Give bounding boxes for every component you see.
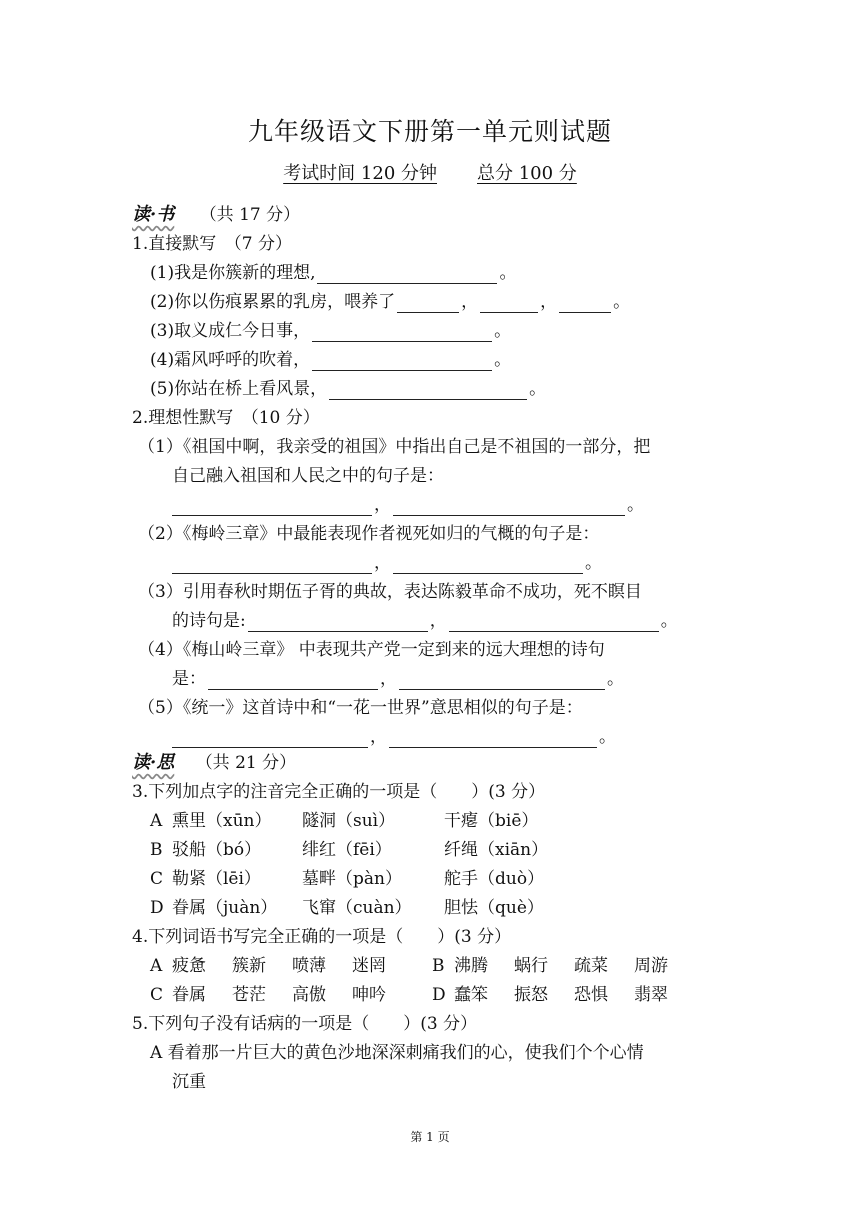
q1-item-3: (3)取义成仁今日事， 。 [150,321,512,341]
q3-option-d: D 眷属（juàn） 飞窜（cuàn） 胆怯（què） [150,898,544,918]
total-score: 总分 100 分 [477,163,577,184]
q2-item-5: （5）《统一》这首诗中和“一花一世界”意思相似的句子是： [138,698,583,718]
section-points: （共 21 分） [195,753,297,773]
page-number: 第 1 页 [410,1130,450,1144]
q1-item-5: (5)你站在桥上看风景， 。 [150,379,547,399]
q3-option-a: A 熏里（xūn） 隧洞（suì） 干瘪（biē） [150,811,539,831]
q1-item-2: (2)你以伤痕累累的乳房，喂养了 ， ， 。 [150,292,631,312]
q2-answer-5: ， 。 [170,726,616,748]
q2-item-1-cont: 自己融入祖国和人民之中的句子是： [172,466,444,486]
q3-option-b: B 驳船（bó） 绯红（fēi） 纤绳（xiān） [150,840,549,860]
q2-item-3-cont: 的诗句是: ， 。 [172,611,678,631]
question-3-heading: 3.下列加点字的注音完全正确的一项是（ ）(3 分） [132,782,546,802]
exam-info [0,159,860,185]
q2-item-1: （1）《祖国中啊，我亲受的祖国》中指出自己是不祖国的一部分，把 [138,437,651,457]
section-points: （共 17 分） [199,205,301,225]
q3-option-c: C 勒紧（lēi） 墓畔（pàn） 舵手（duò） [150,869,545,889]
q2-item-2: （2）《梅岭三章》中最能表现作者视死如归的气概的句子是： [138,524,600,544]
q4-options-ab: A 疲惫 簇新 喷薄 迷罔 B 沸腾 蜗行 疏菜 周游 [150,956,668,976]
question-1-heading: 1.直接默写 （7 分） [132,234,292,254]
section-name: 读·思 [132,752,175,773]
section-heading-1 [132,204,300,226]
q2-item-3: （3）引用春秋时期伍子胥的典故，表达陈毅革命不成功，死不瞑目 [138,582,642,602]
q1-item-4: (4)霜风呼呼的吹着， 。 [150,350,512,370]
question-5-heading: 5.下列句子没有话病的一项是（ ）(3 分） [132,1014,478,1034]
section-name: 读·书 [132,204,175,225]
q1-item-1: (1)我是你簇新的理想, 。 [150,263,517,283]
q2-answer-2: ， 。 [170,552,602,574]
section-heading-2 [132,752,296,774]
question-4-heading: 4.下列词语书写完全正确的一项是（ ）(3 分） [132,927,512,947]
question-2-heading: 2.理想性默写 （10 分） [132,408,320,428]
q2-item-4: （4）《梅山岭三章》 中表现共产党一定到来的远大理想的诗句 [138,640,605,660]
q2-item-4-cont: 是： ， 。 [172,669,624,689]
page-title: 九年级语文下册第一单元则试题 [247,117,612,146]
q2-answer-1: ， 。 [170,494,644,516]
q4-options-cd: C 眷属 苍茫 高傲 呻吟 D 蠢笨 振怒 恐惧 翡翠 [150,985,668,1005]
q5-option-a-cont: 沉重 [172,1072,206,1092]
q5-option-a: A 看着那一片巨大的黄色沙地深深刺痛我们的心，使我们个个心情 [150,1043,644,1063]
exam-time: 考试时间 120 分钟 [283,163,437,184]
